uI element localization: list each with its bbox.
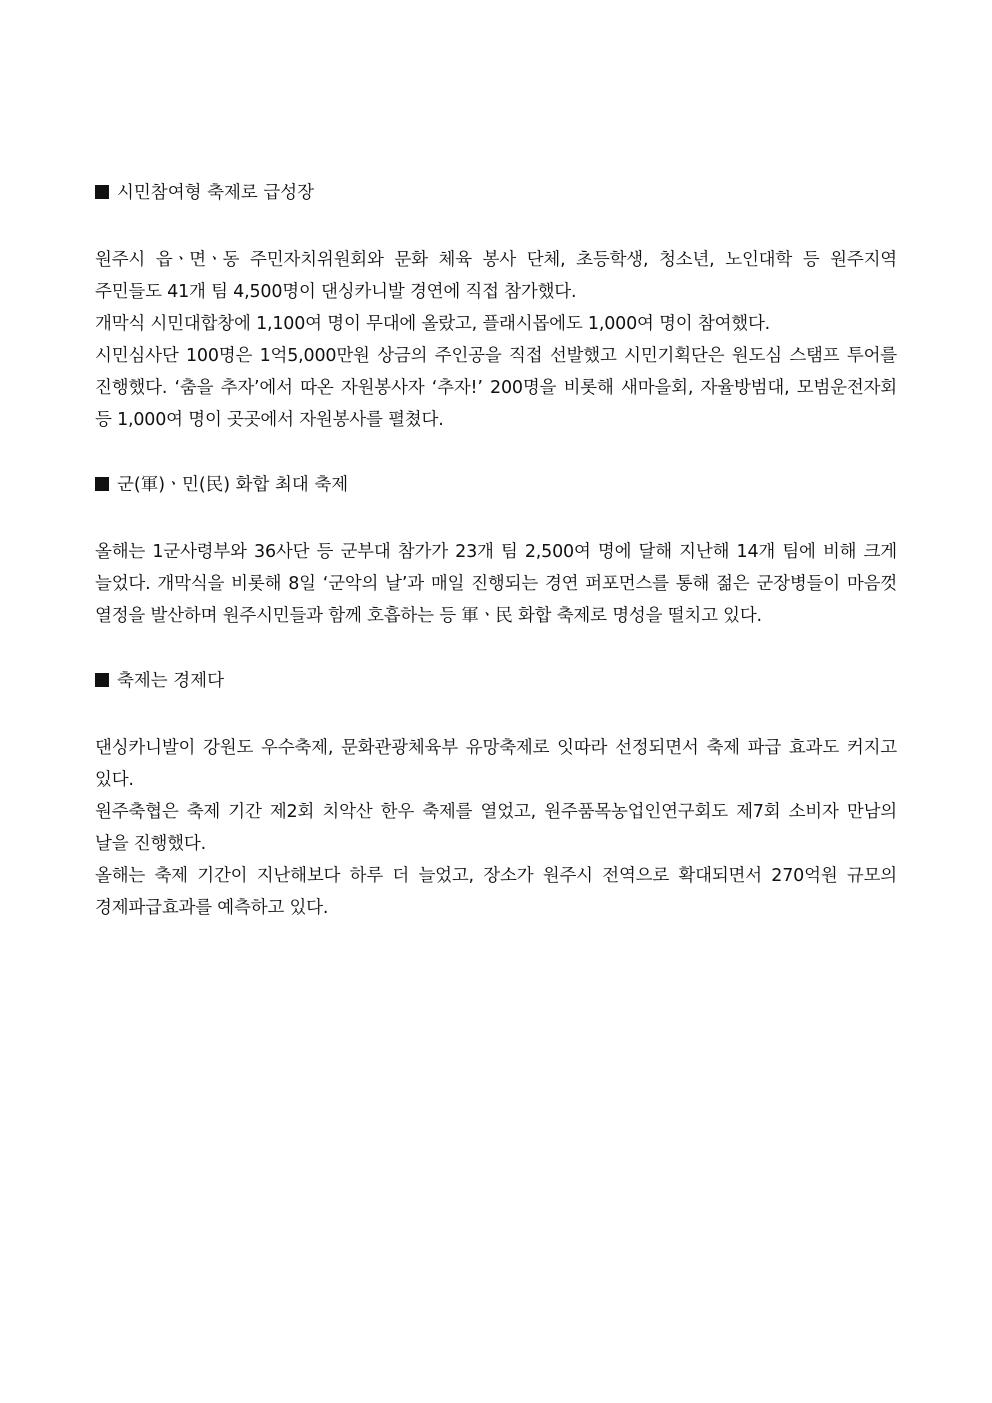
section-heading [95, 470, 897, 500]
section-military-civilian [95, 470, 897, 632]
section-heading-text: 축제는 경제다 [117, 671, 224, 691]
paragraph: 올해는 1군사령부와 36사단 등 군부대 참가가 23개 팀 2,500여 명에 달해 지난해 14개 팀에 비해 크게 늘었다. 개막식을 비롯해 8일 ‘군악의 날’과 매일 진행되는 경연 퍼포먼스를 통해 젊은 군장병들이 마음껏 열정을 발산하며 원주시민들과 함께 호흡하는 등 軍ㆍ民 화합 축제로 명성을 떨치고 있다. [95, 542, 897, 626]
paragraph: 올해는 축제 기간이 지난해보다 하루 더 늘었고, 장소가 원주시 전역으로 확대되면서 270억원 규모의 경제파급효과를 예측하고 있다. [95, 866, 897, 918]
paragraph: 원주축협은 축제 기간 제2회 치악산 한우 축제를 열었고, 원주품목농업인연구회도 제7회 소비자 만남의 날을 진행했다. [95, 802, 897, 854]
square-bullet-icon [95, 673, 109, 687]
section-heading-text: 군(軍)ㆍ민(民) 화합 최대 축제 [117, 475, 349, 495]
section-festival-economy [95, 666, 897, 924]
section-heading-text: 시민참여형 축제로 급성장 [117, 183, 315, 203]
paragraph: 개막식 시민대합창에 1,100여 명이 무대에 올랐고, 플래시몹에도 1,000여 명이 참여했다. [95, 314, 771, 334]
section-heading [95, 666, 897, 696]
paragraph: 댄싱카니발이 강원도 우수축제, 문화관광체육부 유망축제로 잇따라 선정되면서 축제 파급 효과도 커지고 있다. [95, 738, 897, 790]
paragraph: 원주시 읍ㆍ면ㆍ동 주민자치위원회와 문화 체육 봉사 단체, 초등학생, 청소년, 노인대학 등 원주지역 주민들도 41개 팀 4,500명이 댄싱카니발 경연에 직접 참가했다. [95, 250, 897, 302]
square-bullet-icon [95, 185, 109, 199]
square-bullet-icon [95, 477, 109, 491]
document-body [95, 178, 897, 924]
section-citizen-participation [95, 178, 897, 436]
section-heading [95, 178, 897, 208]
paragraph: 시민심사단 100명은 1억5,000만원 상금의 주인공을 직접 선발했고 시민기획단은 원도심 스탬프 투어를 진행했다. ‘춤을 추자’에서 따온 자원봉사자 ‘추자!’ 200명을 비롯해 새마을회, 자율방범대, 모범운전자회 등 1,000여 명이 곳곳에서 자원봉사를 펼쳤다. [95, 346, 897, 430]
